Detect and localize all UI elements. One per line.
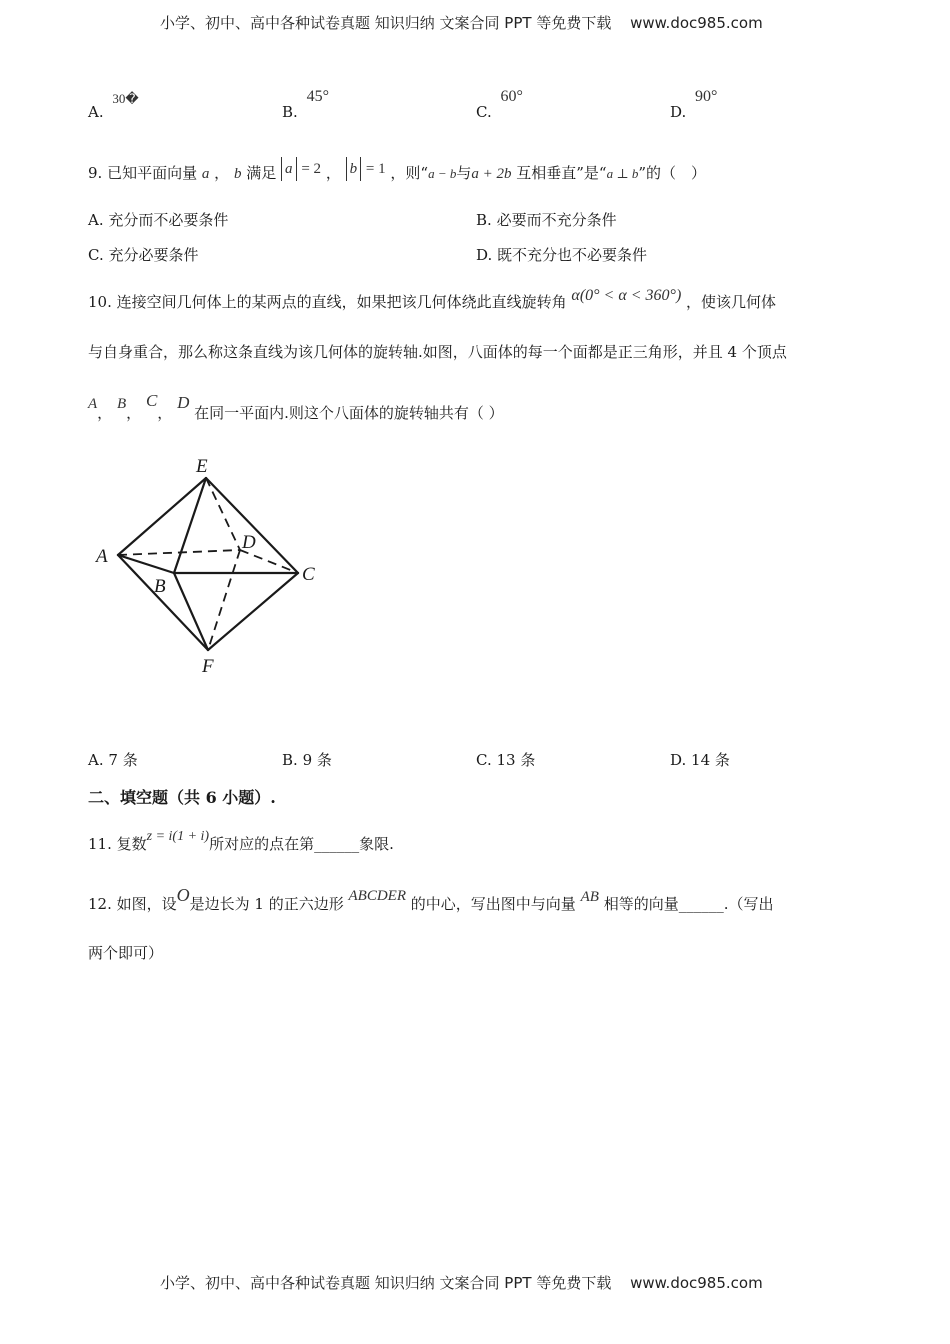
page-header: [160, 12, 763, 33]
q8-option-d: D. 90°: [670, 88, 718, 121]
q10-line3: A， B， C， D 在同一平面内.则这个八面体的旋转轴共有（ ）: [88, 391, 504, 422]
q8-option-b: B. 45°: [282, 88, 329, 121]
q8-option-a: A. 30�: [88, 91, 139, 121]
q10-option-b: B. 9 条: [282, 751, 332, 769]
footer-site: www.doc985.com: [630, 1274, 763, 1292]
q12-line2: 两个即可）: [88, 944, 164, 962]
edge-cf: [208, 573, 298, 650]
q12-stem: 12. 如图，设O是边长为 1 的正六边形 ABCDER 的中心，写出图中与向量 AB 相等的向量______.（写出: [88, 885, 774, 913]
section-title: 二、填空题（共 6 小题）.: [88, 788, 276, 807]
edge-dc: [240, 550, 298, 573]
q10-option-a: A. 7 条: [88, 751, 138, 769]
label-d: D: [242, 532, 256, 553]
q9-option-c: C. 充分必要条件: [88, 246, 199, 264]
header-site: www.doc985.com: [630, 14, 763, 32]
label-a: A: [96, 546, 108, 567]
q9-option-d: D. 既不充分也不必要条件: [476, 246, 648, 264]
q10-option-c: C. 13 条: [476, 751, 536, 769]
edge-bf: [174, 573, 208, 650]
label-c: C: [302, 564, 315, 585]
footer-text: 小学、初中、高中各种试卷真题 知识归纳 文案合同 PPT 等免费下载: [160, 1274, 612, 1292]
q8-option-c: C. 60°: [476, 88, 523, 121]
label-e: E: [196, 456, 208, 477]
label-b: B: [154, 576, 166, 597]
label-f: F: [202, 656, 214, 677]
q10-option-d: D. 14 条: [670, 751, 730, 769]
q9-option-b: B. 必要而不充分条件: [476, 211, 617, 229]
q9-option-a: A. 充分而不必要条件: [88, 211, 229, 229]
edge-ed: [206, 478, 240, 550]
q11-stem: 11. 复数z = i(1 + i)所对应的点在第______象限.: [88, 829, 394, 853]
page-footer: [160, 1272, 763, 1293]
header-text: 小学、初中、高中各种试卷真题 知识归纳 文案合同 PPT 等免费下载: [160, 14, 612, 32]
q10-line2: 与自身重合，那么称这条直线为该几何体的旋转轴.如图，八面体的每一个面都是正三角形，并且 4 个顶点: [88, 343, 787, 361]
q9-stem: 9. 已知平面向量 a ， b 满足 a = 2 ， b = 1 ，则“a − b与a + 2b 互相垂直”是“a ⊥ b”的（ ）: [88, 162, 706, 183]
q10-line1: 10. 连接空间几何体上的某两点的直线，如果把该几何体绕此直线旋转角 α(0° < α < 360°) ，使该几何体: [88, 287, 777, 311]
edge-ad: [118, 550, 240, 555]
octahedron-figure: [90, 450, 340, 685]
edge-ec: [206, 478, 298, 573]
